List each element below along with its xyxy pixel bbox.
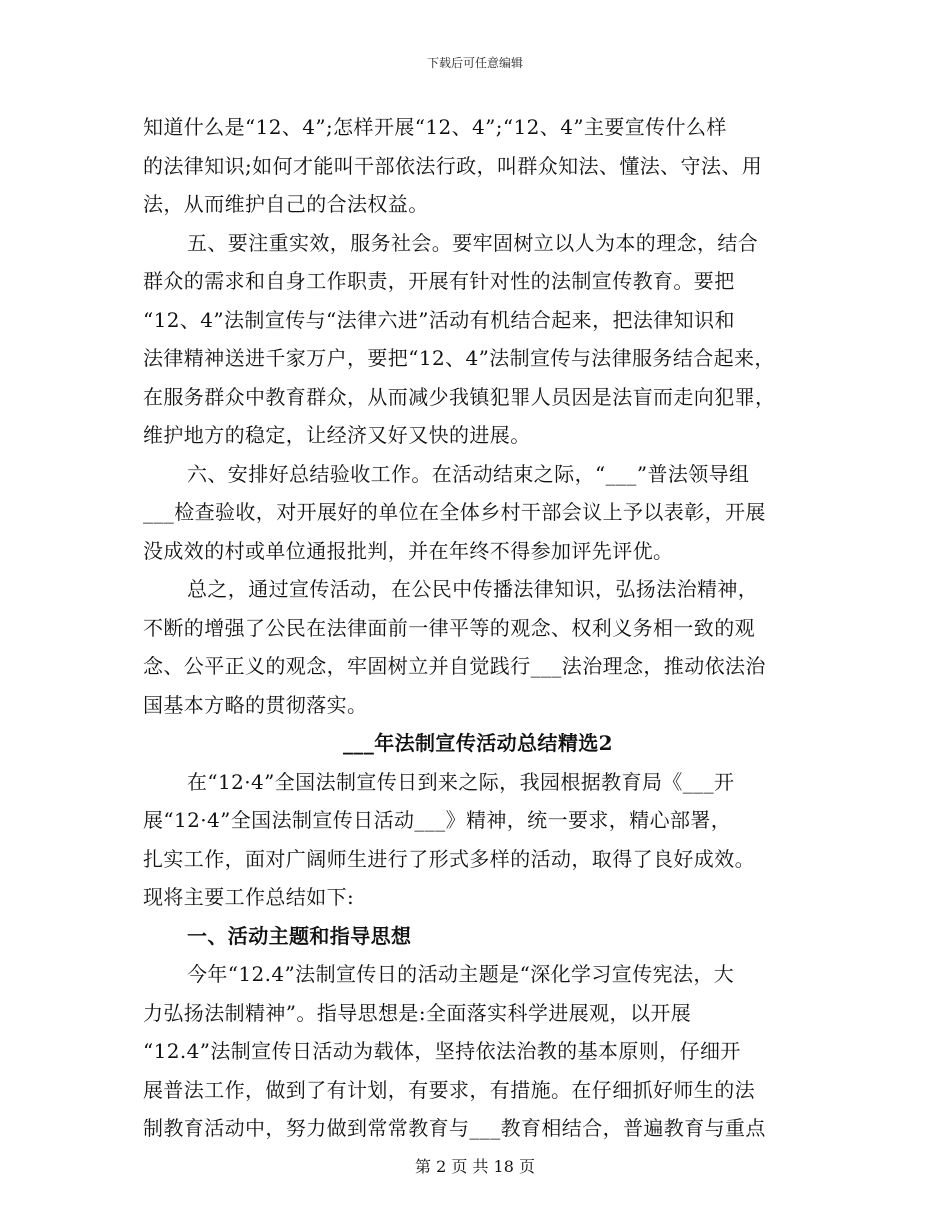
text-line: 六、安排好总结验收工作。在活动结束之际，“___”普法领导组	[187, 461, 750, 486]
subsection-heading: 一、活动主题和指导思想	[187, 923, 412, 948]
text-line: 国基本方略的贯彻落实。	[143, 692, 368, 717]
text-line: 力弘扬法制精神”。指导思想是:全面落实科学进展观，以开展	[143, 1000, 692, 1025]
text-line: 没成效的村或单位通报批判，并在年终不得参加评先评优。	[143, 538, 674, 563]
text-line: 在“12·4”全国法制宣传日到来之际，我园根据教育局《___开	[187, 769, 735, 794]
text-line: 维护地方的稳定，让经济又好又快的进展。	[143, 423, 531, 447]
text-line: 群众的需求和自身工作职责，开展有针对性的法制宣传教育。要把	[143, 269, 735, 293]
text-line: 不断的增强了公民在法律面前一律平等的观念、权利义务相一致的观	[143, 615, 755, 640]
text-line: 的法律知识;如何才能叫干部依法行政，叫群众知法、懂法、守法、用	[143, 153, 763, 178]
text-line: 五、要注重实效，服务社会。要牢固树立以人为本的理念，结合	[187, 230, 759, 255]
text-line: 总之，通过宣传活动，在公民中传播法律知识，弘扬法治精神，	[187, 577, 759, 601]
text-line: 扎实工作，面对广阔师生进行了形式多样的活动，取得了良好成效。	[143, 846, 755, 871]
text-line: “12、4”法制宣传与“法律六进”活动有机结合起来，把法律知识和	[143, 307, 735, 332]
text-line: 展“12·4”全国法制宣传日活动___》精神，统一要求，精心部署，	[143, 808, 732, 832]
text-line: ___检查验收，对开展好的单位在全体乡村干部会议上予以表彰，开展	[143, 500, 766, 524]
text-line: 知道什么是“12、4”;怎样开展“12、4”;“12、4”主要宣传什么样	[143, 115, 727, 139]
text-line: 在服务群众中教育群众，从而减少我镇犯罪人员因是法盲而走向犯罪，	[143, 384, 776, 409]
body-text	[143, 108, 813, 1148]
text-line: 念、公平正义的观念，牢固树立并自觉践行___法治理念，推动依法治	[143, 654, 766, 678]
text-line: 展普法工作，做到了有计划，有要求，有措施。在仔细抓好师生的法	[143, 1077, 755, 1102]
header-note: 下载后可任意编辑	[426, 56, 523, 70]
text-line: 法律精神送进千家万户，要把“12、4”法制宣传与法律服务结合起来，	[143, 346, 775, 370]
text-line: “12.4”法制宣传日活动为载体，坚持依法治教的基本原则，仔细开	[143, 1039, 741, 1063]
text-line: 制教育活动中，努力做到常常教育与___教育相结合，普遍教育与重点	[143, 1116, 766, 1140]
text-line: 法，从而维护自己的合法权益。	[143, 192, 429, 216]
section-heading: ___年法制宣传活动总结精选2	[343, 731, 613, 755]
page-number: 第 2 页 共 18 页	[415, 1157, 535, 1176]
text-line: 现将主要工作总结如下:	[143, 885, 355, 909]
text-line: 今年“12.4”法制宣传日的活动主题是“深化学习宣传宪法，大	[187, 962, 735, 986]
